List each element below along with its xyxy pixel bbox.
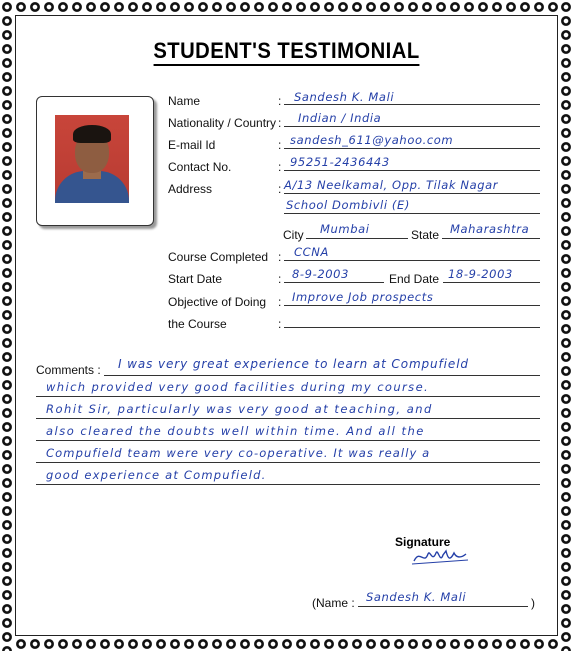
comment-text-3: Rohit Sir, particularly was very good at teaching, and bbox=[46, 402, 433, 416]
decorative-border-bottom bbox=[0, 637, 573, 651]
address-colon: : bbox=[278, 182, 282, 196]
decorative-border-right bbox=[559, 0, 573, 651]
comment-text-6: good experience at Compufield. bbox=[46, 468, 267, 482]
comment-line-2 bbox=[36, 396, 540, 397]
comment-line-1 bbox=[104, 375, 540, 376]
end-date-value: 18-9-2003 bbox=[448, 267, 513, 281]
contact-colon: : bbox=[278, 160, 282, 174]
objective-label-2: the Course bbox=[168, 317, 227, 331]
course-line bbox=[284, 260, 540, 261]
comment-text-1: I was very great experience to learn at Compufield bbox=[118, 357, 469, 371]
name-label: Name bbox=[168, 94, 201, 108]
course-colon: : bbox=[278, 250, 282, 264]
address-label: Address bbox=[168, 182, 213, 196]
name-line bbox=[284, 104, 540, 105]
start-date-value: 8-9-2003 bbox=[292, 267, 349, 281]
city-line bbox=[306, 238, 408, 239]
page-title-text: STUDENT'S TESTIMONIAL bbox=[153, 38, 419, 66]
start-date-colon: : bbox=[278, 272, 282, 286]
city-label: City bbox=[283, 228, 304, 242]
signature-label: Signature bbox=[395, 535, 451, 549]
state-line bbox=[442, 238, 540, 239]
comment-text-4: also cleared the doubts well within time. And all the bbox=[46, 424, 425, 438]
photo-frame bbox=[36, 96, 154, 226]
contact-label: Contact No. bbox=[168, 160, 232, 174]
state-label: State bbox=[411, 228, 440, 242]
comment-line-6 bbox=[36, 484, 540, 485]
comment-text-2: which provided very good facilities during my course. bbox=[46, 380, 430, 394]
nationality-label: Nationality / Country bbox=[168, 116, 277, 130]
name-colon: : bbox=[278, 94, 282, 108]
end-date-line bbox=[443, 282, 540, 283]
email-colon: : bbox=[278, 138, 282, 152]
nationality-line bbox=[284, 126, 540, 127]
address-value-1: A/13 Neelkamal, Opp. Tilak Nagar bbox=[284, 178, 499, 192]
page-title bbox=[23, 38, 550, 64]
objective-value: Improve Job prospects bbox=[292, 290, 434, 304]
city-value: Mumbai bbox=[320, 222, 370, 236]
start-date-label: Start Date bbox=[168, 272, 223, 286]
nationality-colon: : bbox=[278, 116, 282, 130]
student-photo bbox=[55, 115, 129, 203]
footer-name-line bbox=[358, 606, 528, 607]
course-label: Course Completed bbox=[168, 250, 269, 264]
nationality-value: Indian / India bbox=[298, 111, 382, 125]
objective-line bbox=[284, 305, 540, 306]
contact-value: 95251-2436443 bbox=[290, 155, 390, 169]
objective-label: Objective of Doing bbox=[168, 295, 267, 309]
state-value: Maharashtra bbox=[450, 222, 530, 236]
address-line-1 bbox=[284, 193, 540, 194]
end-date-label: End Date bbox=[389, 272, 440, 286]
email-label: E-mail Id bbox=[168, 138, 216, 152]
footer-name-open: (Name : bbox=[312, 596, 355, 610]
decorative-border-top bbox=[0, 0, 573, 14]
address-line-2 bbox=[284, 213, 540, 214]
photo-hair bbox=[73, 125, 111, 143]
comments-label: Comments : bbox=[36, 363, 101, 377]
start-date-line bbox=[284, 282, 384, 283]
footer-name-close: ) bbox=[531, 596, 535, 610]
name-value: Sandesh K. Mali bbox=[294, 90, 395, 104]
objective-line-2 bbox=[284, 327, 540, 328]
decorative-border-left bbox=[0, 0, 14, 651]
signature-mark bbox=[410, 545, 470, 567]
comment-line-4 bbox=[36, 440, 540, 441]
course-value: CCNA bbox=[294, 245, 329, 259]
comment-line-5 bbox=[36, 462, 540, 463]
contact-line bbox=[284, 170, 540, 171]
objective-colon-2: : bbox=[278, 317, 282, 331]
objective-colon: : bbox=[278, 295, 282, 309]
comment-text-5: Compufield team were very co-operative. It was really a bbox=[46, 446, 431, 460]
address-value-2: School Dombivli (E) bbox=[286, 198, 410, 212]
email-line bbox=[284, 148, 540, 149]
footer-name-value: Sandesh K. Mali bbox=[366, 590, 467, 604]
email-value: sandesh_611@yahoo.com bbox=[290, 133, 454, 147]
comment-line-3 bbox=[36, 418, 540, 419]
